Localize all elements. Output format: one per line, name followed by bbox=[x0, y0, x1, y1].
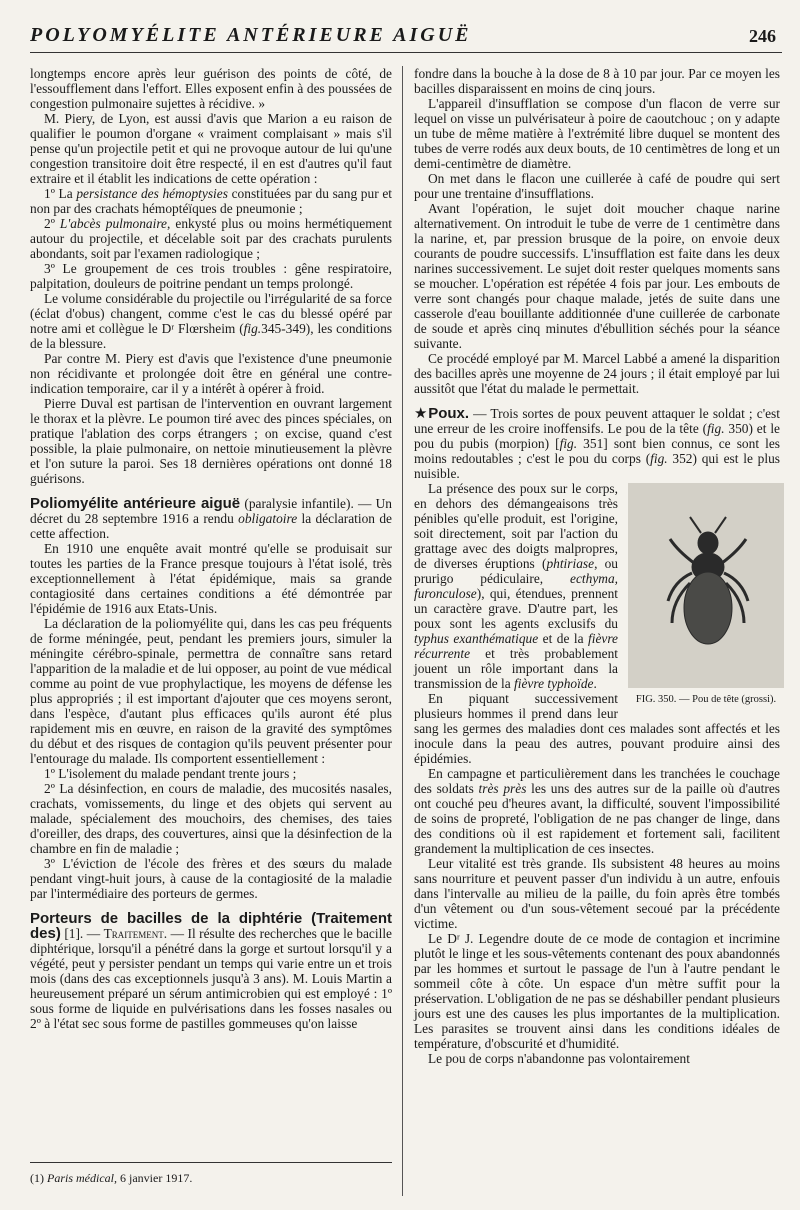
paragraph: En campagne et particulièrement dans les tranchées le couchage des soldats très près les uns des autres sur de la paille où d'autres ont couché peu d'heures avant, la difficulté, souvent l'impossibilité de soins de propreté, l'obligation de ne pas changer de linge, dans des conditions où il est rapidement et fortement sali, facilitent grandement la multiplication de ces insectes. bbox=[414, 766, 780, 856]
paragraph: La déclaration de la poliomyélite qui, dans les cas peu fréquents de forme méningée, peut, pendant les premiers jours, simuler la méningite cérébro-spinale, permettra de connaître sans retard l'apparition de la maladie et de lui opposer, au point de vue médical comme au point de vue prophylactique, les moyens de défense les plus appropriés ; il est important d'ajouter que ces moyens seront, dans l'espèce, d'autant plus efficaces qu'ils auront été plus rapidement mis en œuvre, en raison de la gravité des symptômes du début et des risques de contagion qu'ils peuvent présenter pour l'entourage du malade. Ils comportent essentiellement : bbox=[30, 616, 392, 766]
figure-caption: FIG. 350. — Pou de tête (grossi). bbox=[635, 694, 777, 705]
section-title: Poliomyélite antérieure aiguë bbox=[30, 495, 241, 512]
paragraph: fondre dans la bouche à la dose de 8 à 10 par jour. Par ce moyen les bacilles disparaissent en moins de cinq jours. bbox=[414, 66, 780, 96]
column-divider bbox=[402, 66, 403, 1196]
figure-350 bbox=[626, 483, 786, 706]
paragraph: 1º La persistance des hémoptysies constituées par du sang pur et non par des crachats hémoptéïques de pneumonie ; bbox=[30, 186, 392, 216]
paragraph: La présence des poux sur le corps, en dehors des démangeaisons très pénibles qu'elle produit, est l'origine, soit directement, soit par l'action du grattage avec des doigts malpropres, de diverses éruptions (phtiriase, ou prurigo pédiculaire, ecthyma, furonculose), qui, étendues, prennent un caractère grave. D'autre part, les poux sont les agents exclusifs du typhus exanthématique et de la fièvre récurrente et très probablement jouent un rôle important dans la transmission de la fièvre typhoïde. bbox=[414, 481, 619, 691]
paragraph: Leur vitalité est très grande. Ils subsistent 48 heures au moins sans nourriture et peuvent passer d'un individu à un autre, enfouis dans l'intervalle au milieu de la paille, du foin après être tombés d'un vêtement ou d'un sous-vêtement secoué par la précédente victime. bbox=[414, 856, 780, 931]
footnote: (1) Paris médical, 6 janvier 1917. bbox=[30, 1162, 392, 1186]
paragraph: 1º L'isolement du malade pendant trente jours ; bbox=[44, 766, 297, 781]
paragraph: 2º L'abcès pulmonaire, enkysté plus ou moins hermétiquement autour du projectile, et décelable soit par des crachats purulents abondants, soit par l'examen radiologique ; bbox=[30, 216, 392, 261]
running-head bbox=[30, 24, 782, 53]
paragraph: Par contre M. Piery est d'avis que l'existence d'une pneumonie non récidivante et prolongée doit être en général une contre-indication temporaire, car il y a intérêt à opérer à froid. bbox=[30, 351, 392, 396]
paragraph: Le volume considérable du projectile ou l'irrégularité de sa force (éclat d'obus) changent, comme c'est le cas du blessé opéré par notre ami et collègue le Dʳ Flœrsheim (fig.345-349), les conditions de la blessure. bbox=[30, 291, 392, 351]
paragraph: Avant l'opération, le sujet doit moucher chaque narine alternativement. On introduit le tube de verre de 1 centimètre dans la narine, et, par pression brusque de la poire, on envoie deux courants de poudre successifs. L'insufflation est faite dans les deux narines successivement. Le sujet doit rester quelques moments sans se moucher. L'opération est répétée 4 fois par jour. Les embouts de verre sont changés pour chaque malade, jetés de suite dans une casserole d'eau bouillante additionnée d'une cuillerée de carbonate de soude et après cinq minutes d'ébullition séchés pour la séance suivante. bbox=[414, 201, 780, 351]
left-column bbox=[30, 66, 392, 1031]
running-title: POLYOMYÉLITE ANTÉRIEURE AIGUË bbox=[30, 24, 472, 46]
right-column bbox=[414, 66, 780, 1066]
paragraph: M. Piery, de Lyon, est aussi d'avis que Marion a eu raison de qualifier le poumon d'organe « vraiment complaisant » mais s'il pense qu'un projectile petit et qui ne provoque autour de lui qu'une congestion transitoire doit être respecté, il en est d'autres qu'il faut extraire et il établit les indications de cette opération : bbox=[30, 111, 392, 186]
paragraph: Le pou de corps n'abandonne pas volontairement bbox=[428, 1051, 690, 1066]
paragraph: Le Dʳ J. Legendre doute de ce mode de contagion et incrimine plutôt le linge et les sous-vêtements contenant des poux abandonnés par les hommes et surtout le passage de l'un à l'autre pendant le sommeil côte à côte. Un espace d'un mètre suffit pour la préservation. L'obligation de ne pas se déshabiller pendant plusieurs jours est une des causes les plus importantes de la multiplication. Les parasites se trouvent ainsi dans les conditions idéales de température, d'obscurité et d'humidité. bbox=[414, 931, 780, 1051]
paragraph: L'appareil d'insufflation se compose d'un flacon de verre sur lequel on visse un pulvérisateur à poire de caoutchouc ; on y adapte un tube de même matière à l'extrémité libre duquel se montent des tubes de verre rodés aux deux bouts, de 10 centimètres de long et un demi-centimètre de diamètre. bbox=[414, 96, 780, 171]
paragraph: 3º L'éviction de l'école des frères et des sœurs du malade pendant vingt-huit jours, à cause de la contagiosité de la maladie par l'intermédiaire des porteurs de germes. bbox=[30, 856, 392, 901]
paragraph: 2º La désinfection, en cours de maladie, des mucosités nasales, crachats, vomissements, du linge et des objets qui servent au malade, spécialement des mouchoirs, des chemises, des taies d'oreiller, des draps, des couvertures, ainsi que la désinfection de la chambre en fin de maladie ; bbox=[30, 781, 392, 856]
section-title: Porteurs de bacilles de la diphtérie (Traitement des) bbox=[30, 910, 392, 942]
paragraph: Pierre Duval est partisan de l'intervention en ouvrant largement le thorax et la plèvre. Le poumon tiré avec des pinces spéciales, on pratique l'ablation des corps étrangers ; on excise, quand c'est possible, la plaie pulmonaire, on nettoie minutieusement la plèvre et l'on suture la paroi. Ses 18 dernières opérations ont donné 18 guérisons. bbox=[30, 396, 392, 486]
section-poux: ★Poux. — Trois sortes de poux peuvent attaquer le soldat ; c'est une erreur de les croire inoffensifs. Le pou de la tête (fig. 350) et le pou du pubis (morpion) [fig. 351] sont bien connus, ce sont les moins redoutables ; c'est le pou du corps (fig. 352) qui est le plus nuisible. bbox=[414, 405, 780, 481]
section-diphterie: Porteurs de bacilles de la diphtérie (Traitement des) [1]. — Traitement. — Il résulte des recherches que le bacille diphtérique, lorsqu'il a pénétré dans la gorge et surtout lorsqu'il y a végété, peut y persister pendant un temps qui varie entre un et trois mois (dans des cas exceptionnels jusqu'à 3 ans). M. Louis Martin a heureusement préparé un sérum antimicrobien qui est employé : 1º sous forme de liquide en pulvérisations dans les fosses nasales ou 2º à l'état sec sous forme de pastilles gommeuses qu'on laisse bbox=[30, 910, 392, 1031]
paragraph: longtemps encore après leur guérison des points de côté, de l'essoufflement dans l'effort. Elles exposent enfin à des poussées de congestion pulmonaire sujettes à récidive. » bbox=[30, 66, 392, 111]
paragraph: En piquant successivement plusieurs hommes il prend dans leur sang les germes des maladies dont ces malades sont affectés et les inocule dans la peau des autres, pouvant produire ainsi des épidémies. bbox=[414, 691, 780, 766]
paragraph: Ce procédé employé par M. Marcel Labbé a amené la disparition des bacilles après une moyenne de 24 jours ; il était employé par lui aussitôt que l'état du malade le permettait. bbox=[414, 351, 780, 396]
section-poliomyelite: Poliomyélite antérieure aiguë (paralysie infantile). — Un décret du 28 septembre 1916 a rendu obligatoire la déclaration de cette affection. bbox=[30, 495, 392, 541]
page-number: 246 bbox=[749, 26, 776, 46]
paragraph: En 1910 une enquête avait montré qu'elle se produisait sur toutes les parties de la France presque toujours à l'état isolé, très exceptionnellement à l'état épidémique, mais sa grande contagiosité dans certaines conditions a été démontrée par l'épidémie de 1916 aux Etats-Unis. bbox=[30, 541, 392, 616]
paragraph: On met dans le flacon une cuillerée à café de poudre qui sert pour une trentaine d'insufflations. bbox=[414, 171, 780, 201]
section-title: ★Poux. bbox=[414, 405, 470, 422]
paragraph: 3º Le groupement de ces trois troubles : gêne respiratoire, palpitation, douleurs de poitrine pendant un temps prolongé. bbox=[30, 261, 392, 291]
louse-illustration bbox=[628, 483, 784, 688]
